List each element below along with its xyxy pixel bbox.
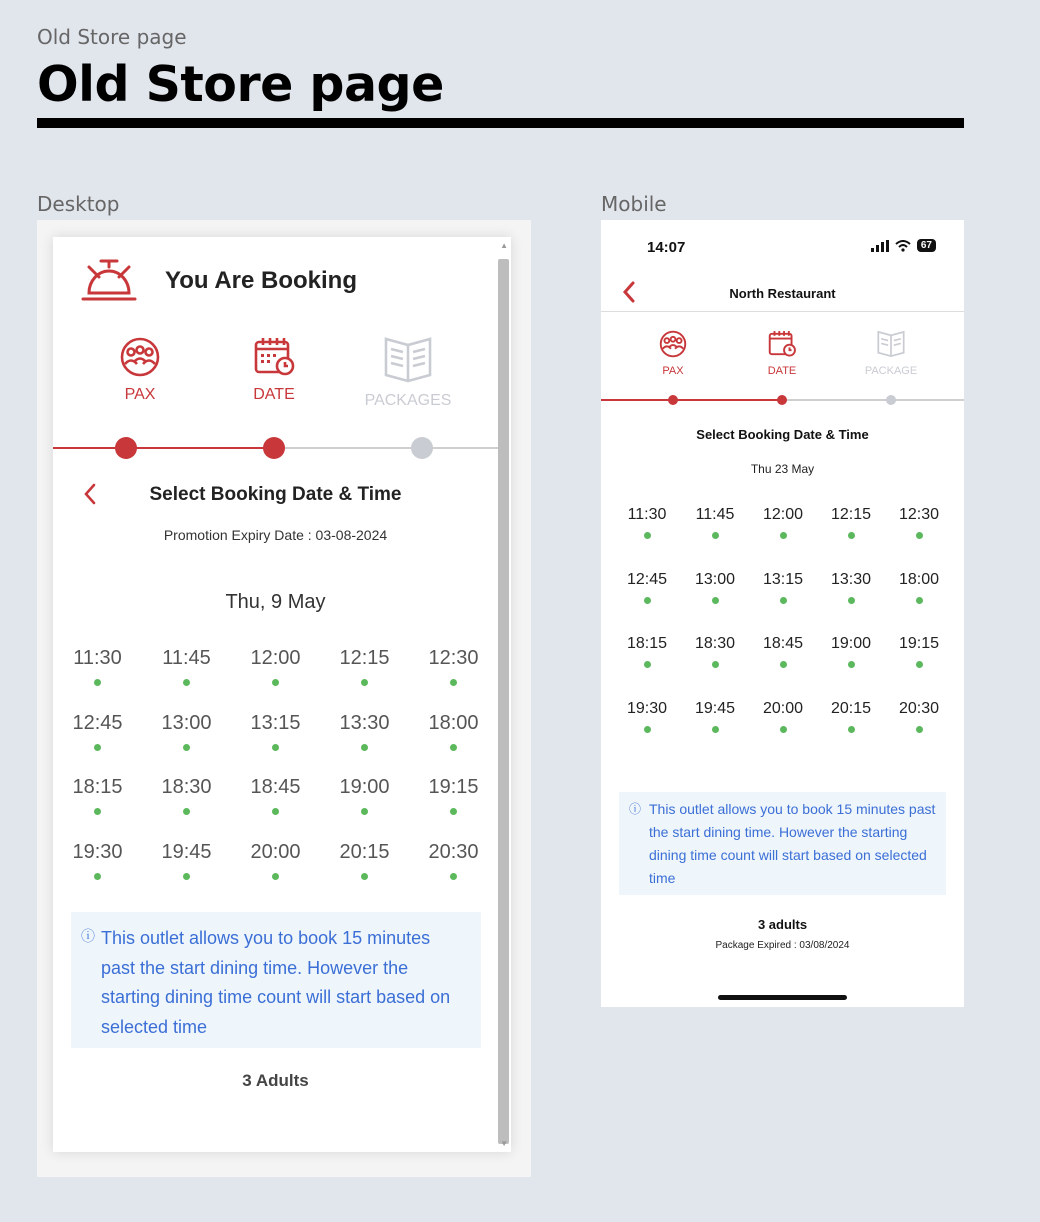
time-slot-label: 19:45 [161,840,212,863]
selected-date: Thu, 9 May [225,591,326,613]
package-expired: Package Expired : 03/08/2024 [715,940,850,951]
availability-dot [272,744,279,751]
time-slot-label: 20:15 [339,840,390,863]
time-slot-label: 18:00 [898,570,940,588]
time-slot[interactable] [142,712,231,751]
wifi-icon [895,240,911,252]
time-slot-label: 20:30 [898,699,940,717]
time-slot-label: 19:00 [339,776,390,798]
desktop-booking-card [53,237,511,1152]
mobile-frame-label: Mobile [601,192,667,216]
time-slot[interactable] [681,635,749,668]
adults-summary: 3 Adults [242,1071,309,1090]
time-slot[interactable] [749,571,817,604]
mobile-frame [601,220,964,1007]
info-icon: ⓘ [629,802,642,816]
time-slot[interactable] [320,712,409,751]
time-slot[interactable] [231,776,320,815]
availability-dot [272,808,279,815]
time-slot-label: 19:00 [830,635,872,652]
info-icon: ⓘ [81,928,95,944]
progress-dot-pax [115,437,137,459]
time-slot-label: 12:45 [72,711,123,734]
step-packages[interactable] [348,337,468,410]
group-icon [118,337,162,377]
time-slot[interactable] [53,776,142,815]
group-icon [658,330,688,358]
time-slot-label: 20:00 [250,840,301,863]
availability-dot [183,679,190,686]
time-slot[interactable] [142,841,231,880]
availability-dot [916,661,923,668]
time-slot-label: 18:15 [626,635,668,652]
breadcrumb: Old Store page [37,25,187,49]
availability-dot [780,532,787,539]
step-pax[interactable] [633,330,713,377]
step-pax[interactable] [80,337,200,404]
restaurant-name: North Restaurant [729,286,836,301]
time-slot[interactable] [142,776,231,815]
booking-header [81,257,357,305]
availability-dot [94,679,101,686]
step-packages-label: PACKAGES [364,392,452,409]
time-slot-label: 19:15 [428,776,479,798]
availability-dot [780,726,787,733]
booking-title: You Are Booking [165,267,357,294]
availability-dot [712,726,719,733]
time-slot-label: 18:45 [250,776,301,798]
step-date[interactable] [214,337,334,404]
time-slot-label: 12:15 [830,506,872,523]
availability-dot [183,744,190,751]
availability-dot [361,808,368,815]
notice-text: This outlet allows you to book 15 minutes past the start dining time. However the starting dining time count will start based on selected time [101,928,451,1037]
availability-dot [712,532,719,539]
time-slot[interactable] [885,506,953,539]
time-slot-label: 12:00 [250,647,301,669]
time-slot-label: 13:00 [694,570,736,588]
time-slot[interactable] [681,700,749,733]
availability-dot [780,661,787,668]
time-slot[interactable] [681,571,749,604]
adults-summary: 3 adults [757,917,808,932]
time-slot[interactable] [613,700,681,733]
availability-dot [644,661,651,668]
time-slot[interactable] [817,506,885,539]
time-slot-label: 13:15 [250,711,301,734]
title-divider [37,118,964,128]
availability-dot [712,661,719,668]
home-indicator[interactable] [718,995,847,1000]
progress-dot-date [777,395,787,405]
step-pax-label: PAX [662,365,684,377]
time-slot[interactable] [613,635,681,668]
time-slot-label: 12:00 [762,506,804,523]
time-slot[interactable] [613,506,681,539]
time-slot-label: 11:30 [73,647,122,669]
booking-progress-fill [53,447,273,449]
time-slot[interactable] [885,571,953,604]
time-slot-label: 20:00 [762,699,804,717]
time-slot[interactable] [749,506,817,539]
step-date[interactable] [742,330,822,377]
scrollbar[interactable] [498,259,509,1144]
calendar-icon [252,337,296,377]
mobile-progress-fill [601,399,782,401]
step-package[interactable] [851,330,931,377]
time-slot[interactable] [320,647,409,686]
chevron-left-icon[interactable] [83,483,97,505]
time-slot-label: 12:30 [428,647,479,669]
time-slot-label: 13:30 [339,711,390,734]
time-slot-label: 13:30 [830,570,872,588]
time-slot[interactable] [817,571,885,604]
time-slot-label: 11:45 [695,506,735,523]
availability-dot [780,597,787,604]
availability-dot [450,808,457,815]
progress-dot-pax [668,395,678,405]
time-slot-label: 13:00 [161,711,212,734]
availability-dot [361,744,368,751]
time-slot-label: 12:45 [626,570,668,588]
time-slot-label: 18:45 [762,635,804,652]
availability-dot [450,679,457,686]
time-slot-label: 19:30 [626,699,668,717]
time-slot[interactable] [749,635,817,668]
time-slot-label: 20:30 [428,840,479,863]
scroll-up-icon[interactable]: ▲ [500,241,508,250]
time-slot[interactable] [53,712,142,751]
availability-dot [183,808,190,815]
time-slot[interactable] [409,776,498,815]
availability-dot [94,744,101,751]
step-date-label: DATE [253,386,295,403]
availability-dot [272,873,279,880]
desktop-frame [37,220,531,1177]
promotion-expiry: Promotion Expiry Date : 03-08-2024 [163,527,388,543]
select-booking-title: Select Booking Date & Time [696,427,869,442]
time-slot[interactable] [885,635,953,668]
time-slot[interactable] [53,647,142,686]
desktop-frame-label: Desktop [37,192,120,216]
availability-dot [848,726,855,733]
availability-dot [916,532,923,539]
time-slot[interactable] [817,700,885,733]
time-slot[interactable] [320,841,409,880]
time-slot-label: 19:30 [72,840,123,863]
availability-dot [450,744,457,751]
signal-icon [871,240,889,252]
time-slot-label: 18:30 [694,635,736,652]
time-slot[interactable] [231,841,320,880]
time-slot-label: 13:15 [762,570,804,588]
availability-dot [644,597,651,604]
availability-dot [916,726,923,733]
booking-notice [71,912,481,1048]
battery-icon: 67 [917,239,936,252]
status-icons [871,239,936,252]
book-icon [382,337,434,383]
step-package-label: PACKAGE [864,365,918,377]
availability-dot [361,873,368,880]
selected-date: Thu 23 May [750,462,815,476]
time-slot-label: 11:45 [162,647,211,669]
time-slot[interactable] [231,712,320,751]
time-slot[interactable] [409,712,498,751]
availability-dot [450,873,457,880]
time-slot-label: 18:00 [428,711,479,734]
scroll-down-icon[interactable]: ▼ [500,1139,508,1148]
time-slot[interactable] [681,506,749,539]
time-slot[interactable] [142,647,231,686]
time-slot[interactable] [613,571,681,604]
availability-dot [848,597,855,604]
booking-steps [53,337,498,417]
step-date-label: DATE [767,365,797,377]
time-slot-label: 19:15 [898,635,940,652]
time-slot-label: 12:30 [898,506,940,523]
availability-dot [94,873,101,880]
availability-dot [644,726,651,733]
service-bell-icon [81,257,137,305]
progress-dot-package [886,395,896,405]
availability-dot [916,597,923,604]
mobile-nav-bar [601,278,964,312]
time-slot-label: 19:45 [694,699,736,717]
availability-dot [94,808,101,815]
availability-dot [361,679,368,686]
progress-dot-date [263,437,285,459]
time-slot[interactable] [53,841,142,880]
time-slot[interactable] [749,700,817,733]
status-time: 14:07 [647,239,686,256]
availability-dot [848,661,855,668]
select-booking-title: Select Booking Date & Time [149,484,402,505]
time-slot-label: 11:30 [627,506,667,523]
time-slot[interactable] [231,647,320,686]
progress-dot-packages [411,437,433,459]
availability-dot [183,873,190,880]
calendar-icon [767,330,797,358]
booking-notice [619,792,946,895]
time-slot[interactable] [409,647,498,686]
page-title: Old Store page [37,56,444,113]
notice-text: This outlet allows you to book 15 minutes past the start dining time. However the starting dining time count will start based on selected time [649,801,936,886]
availability-dot [644,532,651,539]
time-slot-label: 18:15 [72,776,123,798]
time-slot[interactable] [817,635,885,668]
availability-dot [272,679,279,686]
time-slot[interactable] [409,841,498,880]
availability-dot [712,597,719,604]
step-pax-label: PAX [124,386,156,403]
time-slot[interactable] [885,700,953,733]
book-icon [876,330,906,358]
time-slot-label: 18:30 [161,776,212,798]
time-slot-label: 20:15 [830,699,872,717]
time-slot-label: 12:15 [339,647,390,669]
time-slot[interactable] [320,776,409,815]
availability-dot [848,532,855,539]
